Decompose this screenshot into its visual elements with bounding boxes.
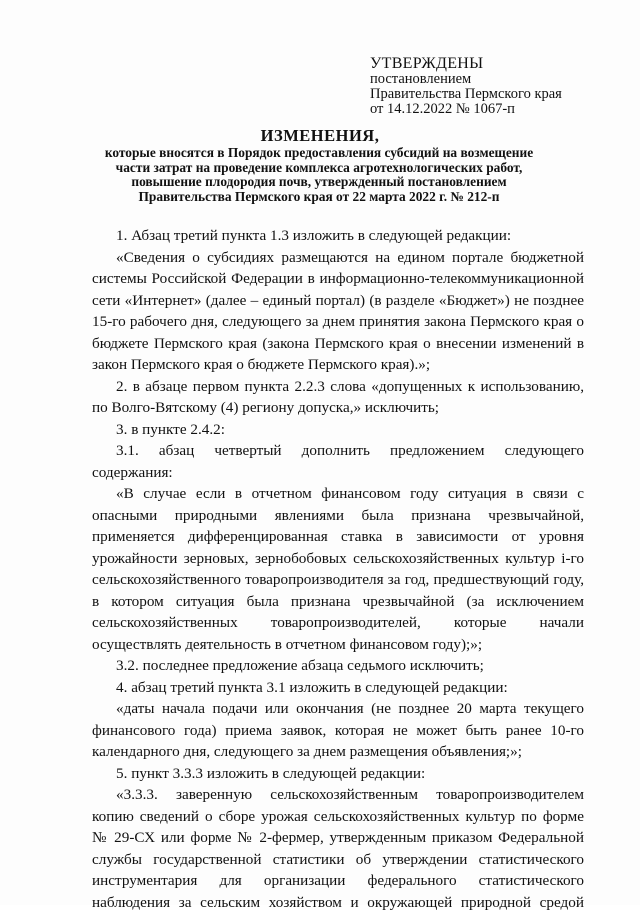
paragraph: 3.1. абзац четвертый дополнить предложением следующего содержания: bbox=[92, 442, 584, 481]
approval-stamp bbox=[370, 56, 630, 117]
paragraph: 5. пункт 3.3.3 изложить в следующей редакции: bbox=[116, 764, 426, 782]
document-body bbox=[92, 225, 584, 913]
subtitle-line: Правительства Пермского края от 22 марта 2022 г. № 212-п bbox=[138, 188, 500, 204]
approval-heading: УТВЕРЖДЕНЫ bbox=[370, 55, 484, 72]
paragraph: «В случае если в отчетном финансовом году ситуация в связи с опасными природными явлениями была признана чрезвычайной, применяется дифференцированная ставка в зависимости от уровня урожайности зерновых, зернобобовых сельскохозяйственных культур i-го сельскохозяйственного товаропроизводителя за год, предшествующий году, в котором ситуация была признана чрезвычайной (за исключением сельскохозяйственных товаропроизводителей, которые начали осуществлять деятельность в отчетном финансовом году);»; bbox=[92, 485, 584, 653]
paragraph: 2. в абзаце первом пункта 2.2.3 слова «допущенных к использованию, по Волго-Вятскому (4) региону допуска,» исключить; bbox=[92, 377, 584, 416]
paragraph: «3.3.3. заверенную сельскохозяйственным товаропроизводителем копию сведений о сборе урожая сельскохозяйственных культур по форме № 29-СХ или форме № 2-фермер, утвержденным приказом Федеральной службы государственной статистики об утверждении статистического инструментария для организации федерального статистического наблюдения за сельским хозяйством и окружающей природной средой bbox=[92, 786, 584, 911]
approval-line: постановлением bbox=[370, 71, 472, 87]
paragraph: 4. абзац третий пункта 3.1 изложить в следующей редакции: bbox=[116, 678, 508, 696]
approval-line: от 14.12.2022 № 1067-п bbox=[370, 101, 515, 117]
subtitle-line: которые вносятся в Порядок предоставления субсидий на возмещение bbox=[104, 145, 534, 160]
document-title: ИЗМЕНЕНИЯ, bbox=[260, 126, 380, 145]
paragraph: 3.2. последнее предложение абзаца седьмого исключить; bbox=[116, 657, 484, 674]
paragraph: «Сведения о субсидиях размещаются на едином портале бюджетной системы Российской Федерации в информационно-телекоммуникационной сети «Интернет» (далее – единый портал) (в разделе «Бюджет») не позднее 15-го рабочего дня, следующего за днем принятия закона Пермского края о бюджете Пермского края (закона Пермского края о внесении изменений в закон Пермского края о бюджете Пермского края).»; bbox=[92, 248, 584, 373]
approval-line: Правительства Пермского края bbox=[370, 86, 562, 102]
paragraph: 1. Абзац третий пункта 1.3 изложить в следующей редакции: bbox=[116, 227, 512, 244]
subtitle-line: части затрат на проведение комплекса агротехнологических работ, bbox=[115, 159, 523, 175]
document-subtitle bbox=[88, 146, 550, 204]
subtitle-line: повышение плодородия почв, утвержденный постановлением bbox=[131, 174, 507, 189]
paragraph: 3. в пункте 2.4.2: bbox=[116, 420, 225, 438]
paragraph: «даты начала подачи или окончания (не позднее 20 марта текущего финансового года) приема заявок, которая не может быть ранее 10-го календарного дня, следующего за днем размещения объявления;»; bbox=[92, 700, 584, 760]
